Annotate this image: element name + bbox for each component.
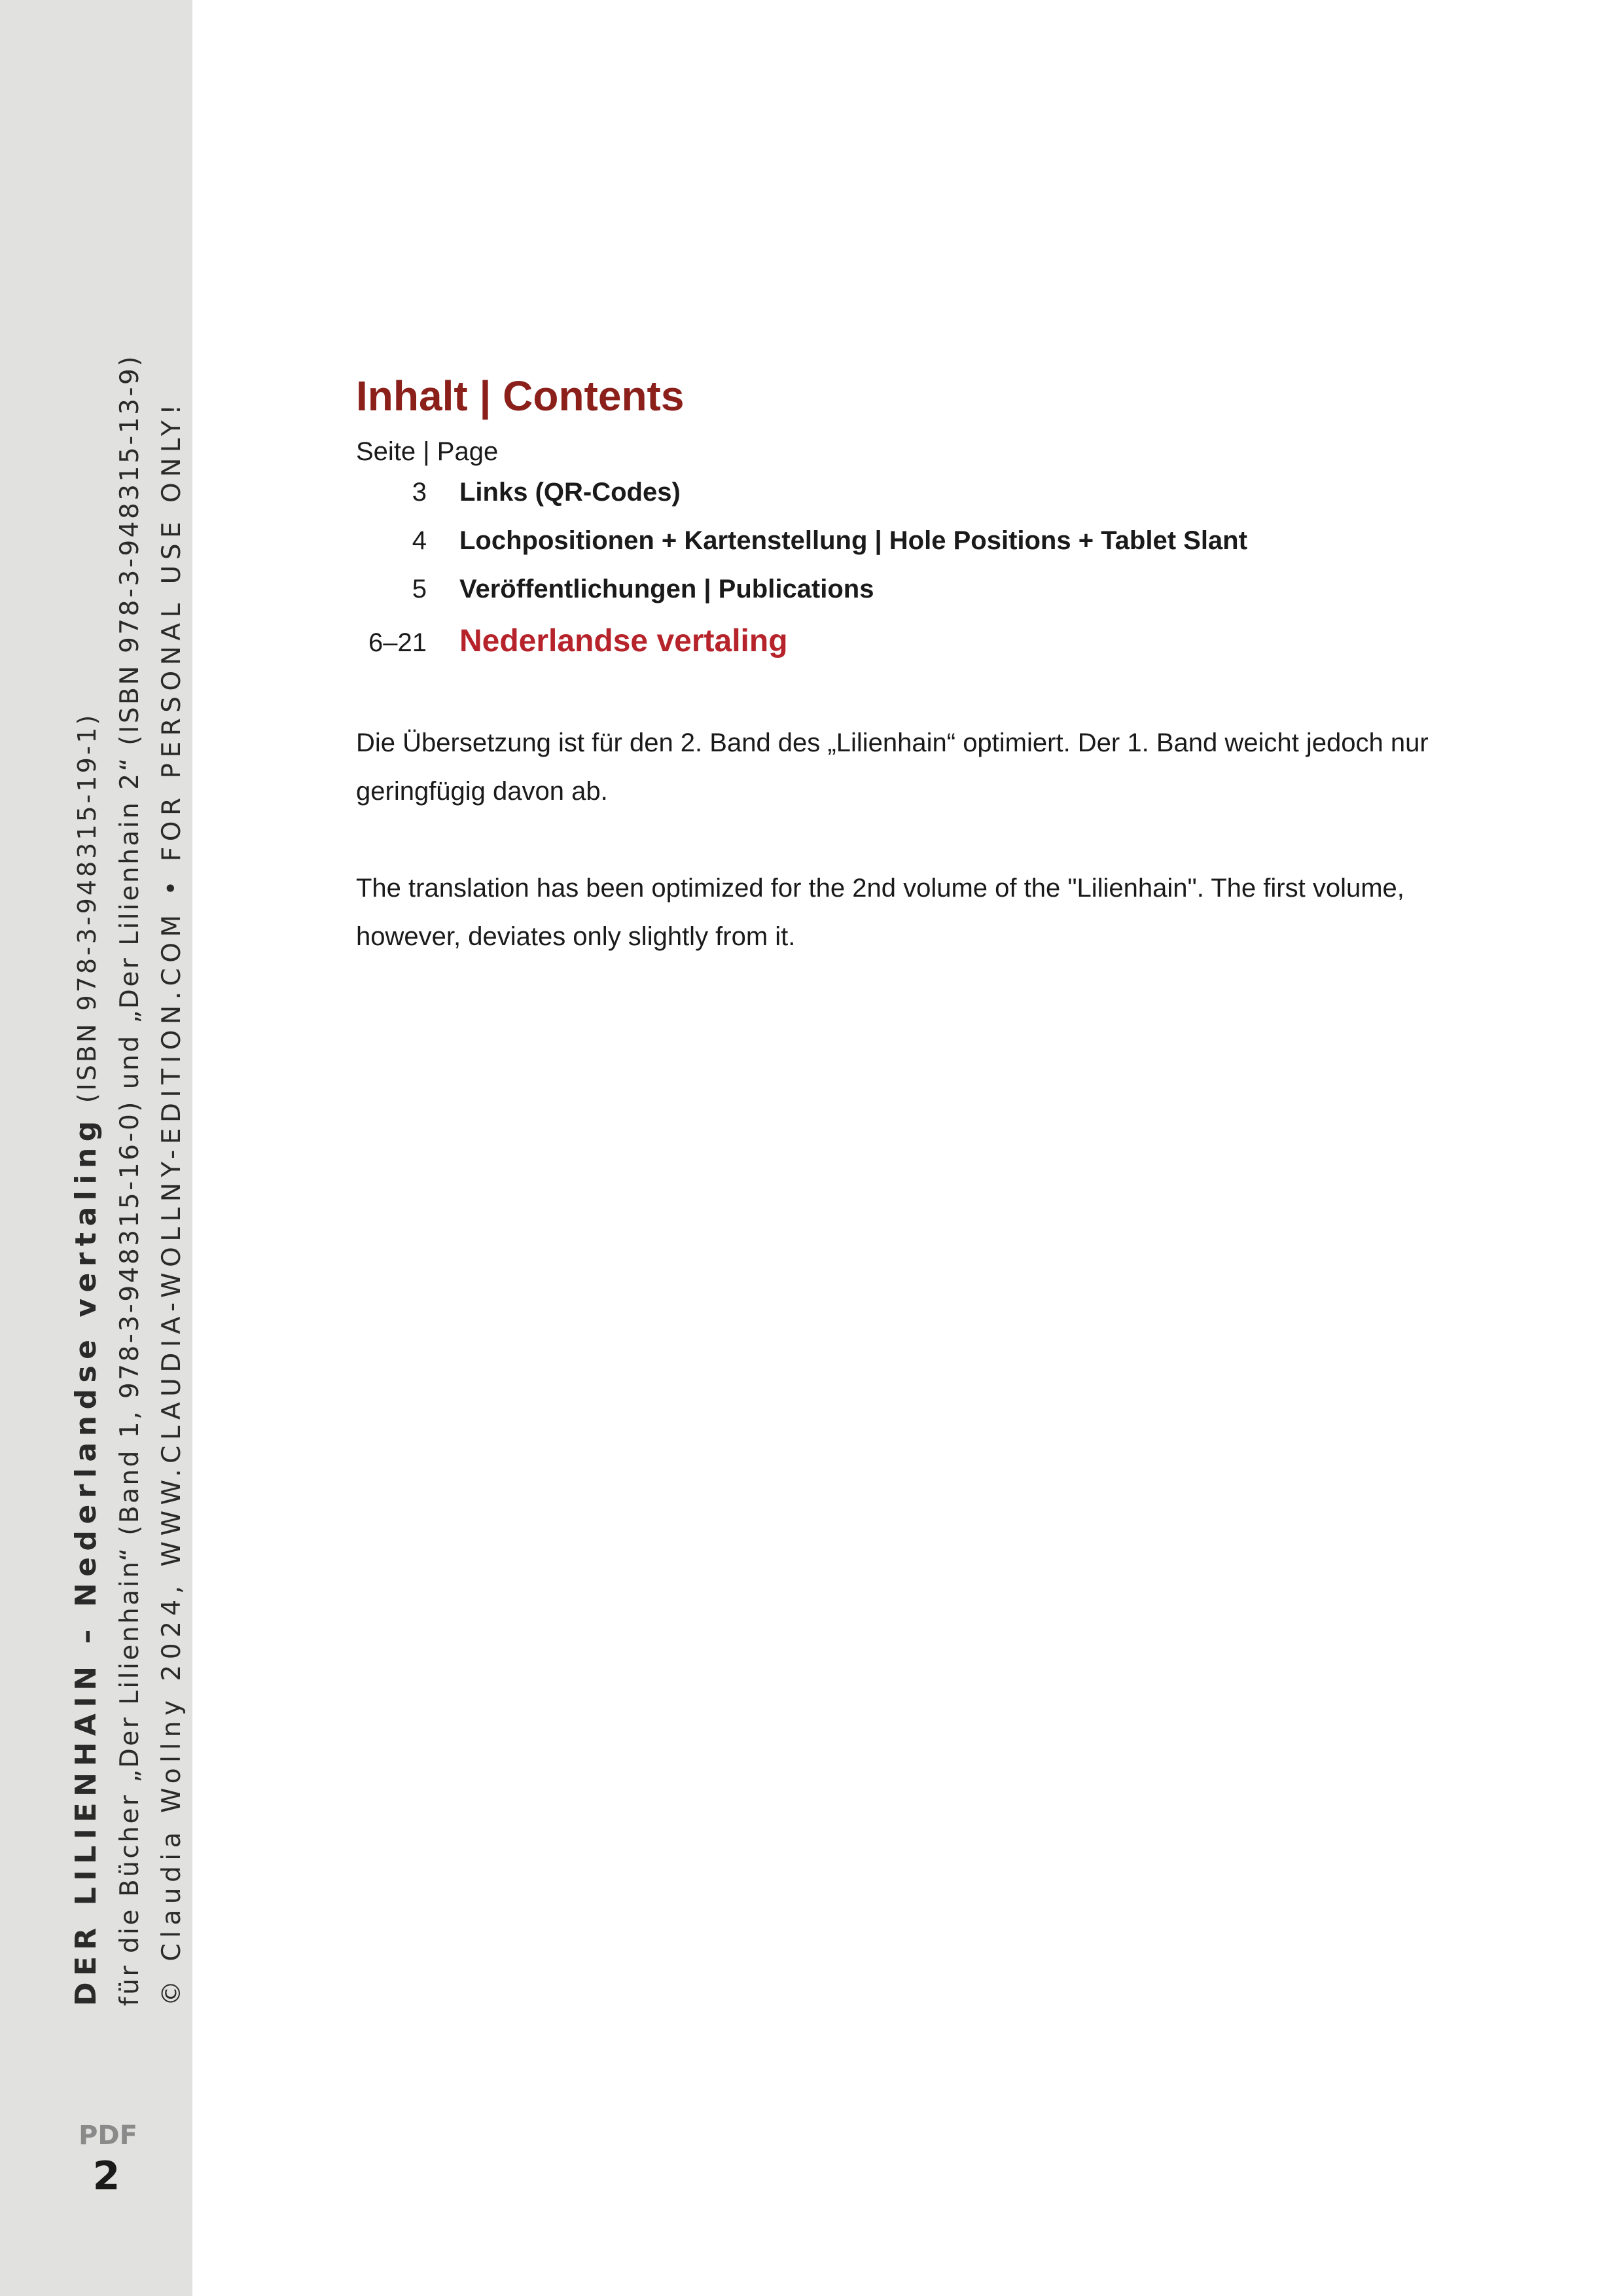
note-german: Die Übersetzung ist für den 2. Band des „Lilienhain“ optimiert. Der 1. Band weicht jedoch nur geringfügig davon ab. <box>356 728 1429 806</box>
sidebar-title: DER LILIENHAIN – Nederlandse vertaling <box>69 1115 103 2006</box>
toc-entry-page: 4 <box>412 526 427 555</box>
toc-heading: Inhalt | Contents <box>356 372 685 420</box>
toc-entry[interactable] <box>356 478 1469 526</box>
toc-entry-title: Nederlandse vertaling <box>459 624 788 658</box>
main-content <box>356 367 1469 987</box>
toc-entry-title: Veröffentlichungen | Publications <box>459 575 874 603</box>
note-english: The translation has been optimized for the 2nd volume of the "Lilienhain". The first volume, however, deviates only slightly from it. <box>356 874 1404 951</box>
toc-entry-title: Links (QR-Codes) <box>459 478 681 507</box>
toc-entry[interactable] <box>356 526 1469 575</box>
toc-entry-page: 6–21 <box>368 628 427 657</box>
toc-entry-title: Lochpositionen + Kartenstellung | Hole Positions + Tablet Slant <box>459 526 1247 555</box>
toc-entry-highlighted[interactable] <box>356 623 1469 672</box>
sidebar-vertical-text <box>0 173 187 2006</box>
sidebar-title-line <box>69 713 103 2006</box>
sidebar-isbn: (ISBN 978-3-948315-19-1) <box>73 712 101 1103</box>
sidebar <box>0 0 192 2296</box>
toc-entry-page: 3 <box>412 478 427 507</box>
toc-entry-page: 5 <box>412 575 427 603</box>
page-number: 2 <box>92 2153 120 2199</box>
toc-entry[interactable] <box>356 575 1469 623</box>
sidebar-copyright-line: © Claudia Wollny 2024, WWW.CLAUDIA-WOLLNY-EDITION.COM • FOR PERSONAL USE ONLY! <box>157 399 187 2006</box>
pdf-label: PDF <box>79 2121 137 2151</box>
sidebar-books-line: für die Bücher „Der Lilienhain“ (Band 1, 978-3-948315-16-0) und „Der Lilienhain 2“ (ISBN 978-3-948315-13-9) <box>115 353 145 2006</box>
toc-subheading: Seite | Page <box>356 437 499 466</box>
toc-list <box>356 478 1469 672</box>
